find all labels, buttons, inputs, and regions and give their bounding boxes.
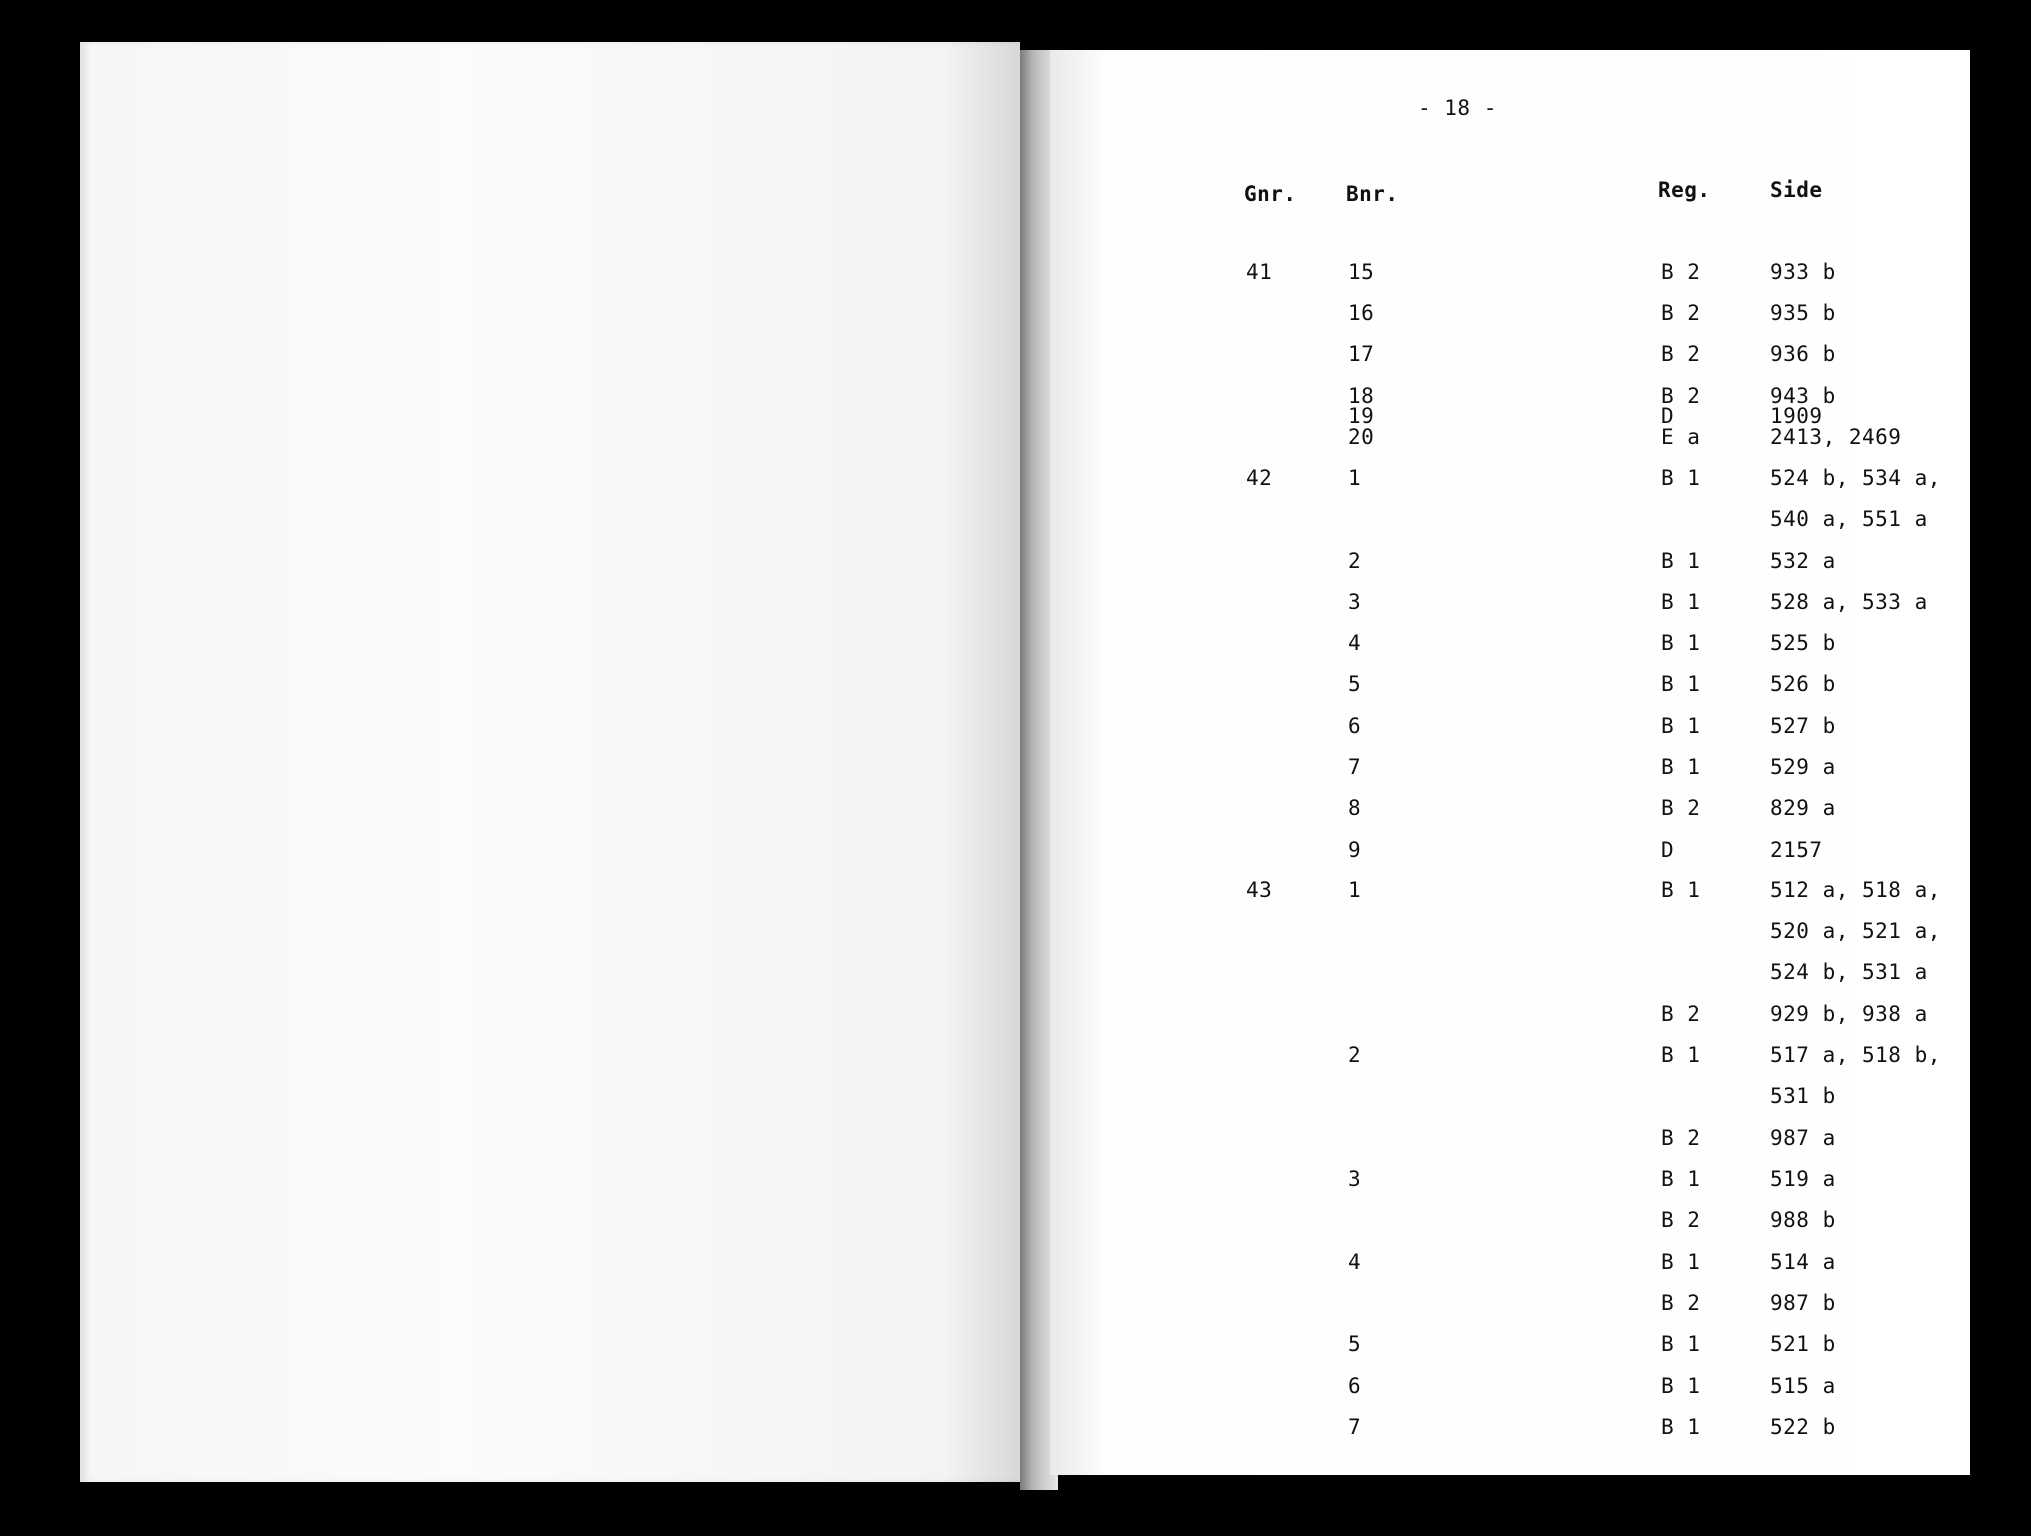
cell-reg: B 2 <box>1661 1002 1701 1026</box>
cell-reg: B 2 <box>1661 796 1701 820</box>
cell-side: 528 a, 533 a <box>1770 590 1928 614</box>
cell-reg: B 1 <box>1661 1167 1701 1191</box>
cell-side: 935 b <box>1770 301 1836 325</box>
cell-bnr: 7 <box>1348 755 1362 779</box>
cell-reg: B 2 <box>1661 1291 1701 1315</box>
cell-side: 512 a, 518 a, <box>1770 878 1941 902</box>
cell-bnr: 16 <box>1348 301 1375 325</box>
right-page <box>1050 50 1970 1475</box>
cell-reg: B 2 <box>1661 342 1701 366</box>
cell-reg: B 1 <box>1661 878 1701 902</box>
cell-side: 1909 <box>1770 404 1823 428</box>
cell-reg: E a <box>1661 425 1701 449</box>
cell-side: 2157 <box>1770 838 1823 862</box>
cell-bnr: 4 <box>1348 631 1362 655</box>
cell-side: 936 b <box>1770 342 1836 366</box>
cell-reg: B 1 <box>1661 1043 1701 1067</box>
cell-side: 987 b <box>1770 1291 1836 1315</box>
cell-bnr: 4 <box>1348 1250 1362 1274</box>
cell-reg: B 1 <box>1661 1374 1701 1398</box>
header-bnr: Bnr. <box>1346 182 1399 206</box>
cell-bnr: 17 <box>1348 342 1375 366</box>
cell-gnr: 42 <box>1246 466 1273 490</box>
cell-bnr: 20 <box>1348 425 1375 449</box>
cell-bnr: 6 <box>1348 714 1362 738</box>
cell-reg: B 2 <box>1661 1126 1701 1150</box>
cell-bnr: 19 <box>1348 404 1375 428</box>
page-number: - 18 - <box>1418 96 1497 120</box>
cell-side: 933 b <box>1770 260 1836 284</box>
cell-side: 526 b <box>1770 672 1836 696</box>
cell-bnr: 3 <box>1348 1167 1362 1191</box>
cell-side: 943 b <box>1770 384 1836 408</box>
cell-side: 540 a, 551 a <box>1770 507 1928 531</box>
cell-side: 520 a, 521 a, <box>1770 919 1941 943</box>
cell-bnr: 7 <box>1348 1415 1362 1439</box>
cell-bnr: 1 <box>1348 466 1362 490</box>
cell-bnr: 3 <box>1348 590 1362 614</box>
cell-reg: B 2 <box>1661 384 1701 408</box>
cell-bnr: 5 <box>1348 672 1362 696</box>
header-side: Side <box>1770 178 1823 202</box>
cell-reg: B 1 <box>1661 1332 1701 1356</box>
cell-side: 515 a <box>1770 1374 1836 1398</box>
left-page-blank <box>80 42 1020 1482</box>
cell-side: 532 a <box>1770 549 1836 573</box>
cell-bnr: 9 <box>1348 838 1362 862</box>
cell-gnr: 43 <box>1246 878 1273 902</box>
cell-side: 531 b <box>1770 1084 1836 1108</box>
cell-bnr: 18 <box>1348 384 1375 408</box>
cell-side: 524 b, 534 a, <box>1770 466 1941 490</box>
cell-side: 829 a <box>1770 796 1836 820</box>
cell-side: 929 b, 938 a <box>1770 1002 1928 1026</box>
cell-reg: D <box>1661 404 1675 428</box>
cell-side: 525 b <box>1770 631 1836 655</box>
cell-gnr: 41 <box>1246 260 1273 284</box>
cell-bnr: 1 <box>1348 878 1362 902</box>
cell-side: 529 a <box>1770 755 1836 779</box>
cell-side: 519 a <box>1770 1167 1836 1191</box>
cell-reg: B 1 <box>1661 1415 1701 1439</box>
cell-reg: B 1 <box>1661 466 1701 490</box>
cell-reg: B 2 <box>1661 301 1701 325</box>
cell-reg: B 1 <box>1661 672 1701 696</box>
cell-reg: B 1 <box>1661 590 1701 614</box>
cell-bnr: 6 <box>1348 1374 1362 1398</box>
cell-reg: B 1 <box>1661 549 1701 573</box>
cell-side: 988 b <box>1770 1208 1836 1232</box>
cell-side: 527 b <box>1770 714 1836 738</box>
cell-bnr: 15 <box>1348 260 1375 284</box>
cell-bnr: 2 <box>1348 1043 1362 1067</box>
cell-side: 514 a <box>1770 1250 1836 1274</box>
cell-reg: B 1 <box>1661 631 1701 655</box>
cell-reg: B 1 <box>1661 714 1701 738</box>
cell-reg: B 2 <box>1661 1208 1701 1232</box>
cell-side: 517 a, 518 b, <box>1770 1043 1941 1067</box>
cell-reg: D <box>1661 838 1675 862</box>
cell-side: 522 b <box>1770 1415 1836 1439</box>
header-reg: Reg. <box>1658 178 1711 202</box>
cell-side: 987 a <box>1770 1126 1836 1150</box>
cell-side: 524 b, 531 a <box>1770 960 1928 984</box>
cell-bnr: 2 <box>1348 549 1362 573</box>
header-gnr: Gnr. <box>1244 182 1297 206</box>
cell-side: 521 b <box>1770 1332 1836 1356</box>
cell-side: 2413, 2469 <box>1770 425 1902 449</box>
cell-reg: B 1 <box>1661 755 1701 779</box>
cell-bnr: 8 <box>1348 796 1362 820</box>
cell-reg: B 1 <box>1661 1250 1701 1274</box>
cell-reg: B 2 <box>1661 260 1701 284</box>
cell-bnr: 5 <box>1348 1332 1362 1356</box>
